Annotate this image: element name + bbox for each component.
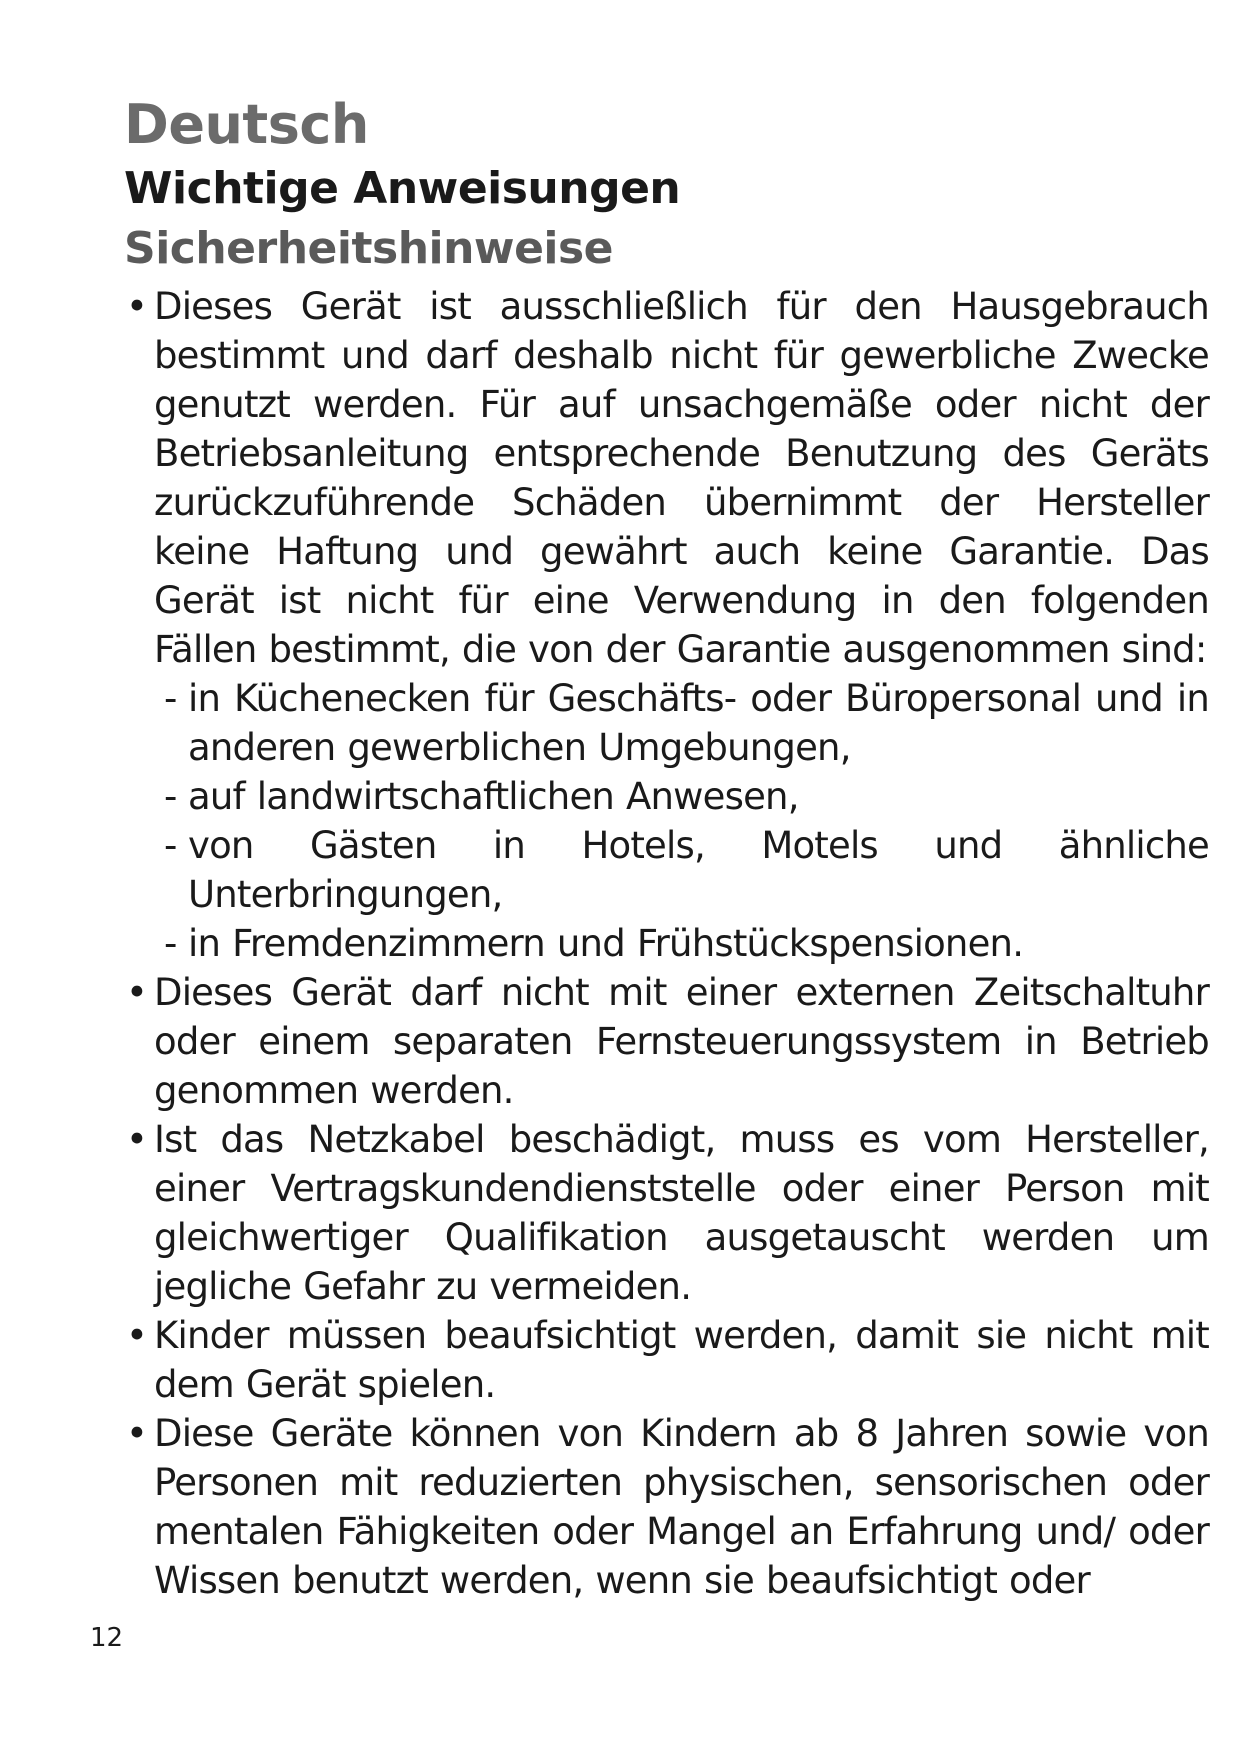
list-item <box>124 968 1209 1115</box>
list-item-text: Diese Geräte können von Kindern ab 8 Jahren sowie von Personen mit reduzierten physischen, sensorischen oder mentalen Fähigkeiten oder Mangel an Erfahrung und/ oder Wissen benutzt werden, wenn sie beaufsichtigt oder <box>154 1412 1209 1602</box>
document-page <box>124 90 1209 1605</box>
bullet-icon: • <box>126 1412 148 1455</box>
list-item <box>124 1115 1209 1311</box>
list-item <box>124 1311 1209 1409</box>
sub-list-item <box>154 821 1209 919</box>
section-heading: Sicherheitshinweise <box>124 223 614 274</box>
dash-icon: - <box>164 922 177 965</box>
document-title: Wichtige Anweisungen <box>124 163 681 214</box>
language-heading: Deutsch <box>124 93 369 156</box>
list-item <box>124 282 1209 968</box>
list-item-text: Dieses Gerät ist ausschließlich für den Hausgebrauch bestimmt und darf deshalb nicht für gewerbliche Zwecke genutzt werden. Für auf unsachgemäße oder nicht der Betriebsanleitung entsprechende Benutzung des Geräts zurückzuführende Schäden übernimmt der Hersteller keine Haftung und gewährt auch keine Garantie. Das Gerät ist nicht für eine Verwendung in den folgenden Fällen bestimmt, die von der Garantie ausgenommen sind: <box>154 285 1209 671</box>
sub-list-item-text: von Gästen in Hotels, Motels und ähnliche Unterbringungen, <box>188 824 1209 916</box>
list-item-text: Dieses Gerät darf nicht mit einer externen Zeitschaltuhr oder einem separaten Fernsteuerungssystem in Betrieb genommen werden. <box>154 971 1209 1112</box>
safety-instructions-list <box>124 282 1209 1605</box>
bullet-icon: • <box>126 1118 148 1161</box>
sub-list-item <box>154 919 1209 968</box>
list-item-text: Kinder müssen beaufsichtigt werden, damit sie nicht mit dem Gerät spielen. <box>154 1314 1209 1406</box>
sub-list-item-text: auf landwirtschaftlichen Anwesen, <box>188 775 799 818</box>
sub-list-item-text: in Fremdenzimmern und Frühstückspensionen. <box>188 922 1024 965</box>
sub-list-item <box>154 674 1209 772</box>
list-item-text: Ist das Netzkabel beschädigt, muss es vom Hersteller, einer Vertragskundendienststelle oder einer Person mit gleichwertiger Qualifikation ausgetauscht werden um jegliche Gefahr zu vermeiden. <box>154 1118 1209 1308</box>
page-number: 12 <box>90 1623 124 1653</box>
dash-icon: - <box>164 677 177 720</box>
list-item <box>124 1409 1209 1605</box>
exclusion-sub-list <box>154 674 1209 968</box>
bullet-icon: • <box>126 285 148 328</box>
dash-icon: - <box>164 775 177 818</box>
sub-list-item-text: in Küchenecken für Geschäfts- oder Büropersonal und in anderen gewerblichen Umgebungen, <box>188 677 1209 769</box>
dash-icon: - <box>164 824 177 867</box>
bullet-icon: • <box>126 971 148 1014</box>
sub-list-item <box>154 772 1209 821</box>
bullet-icon: • <box>126 1314 148 1357</box>
